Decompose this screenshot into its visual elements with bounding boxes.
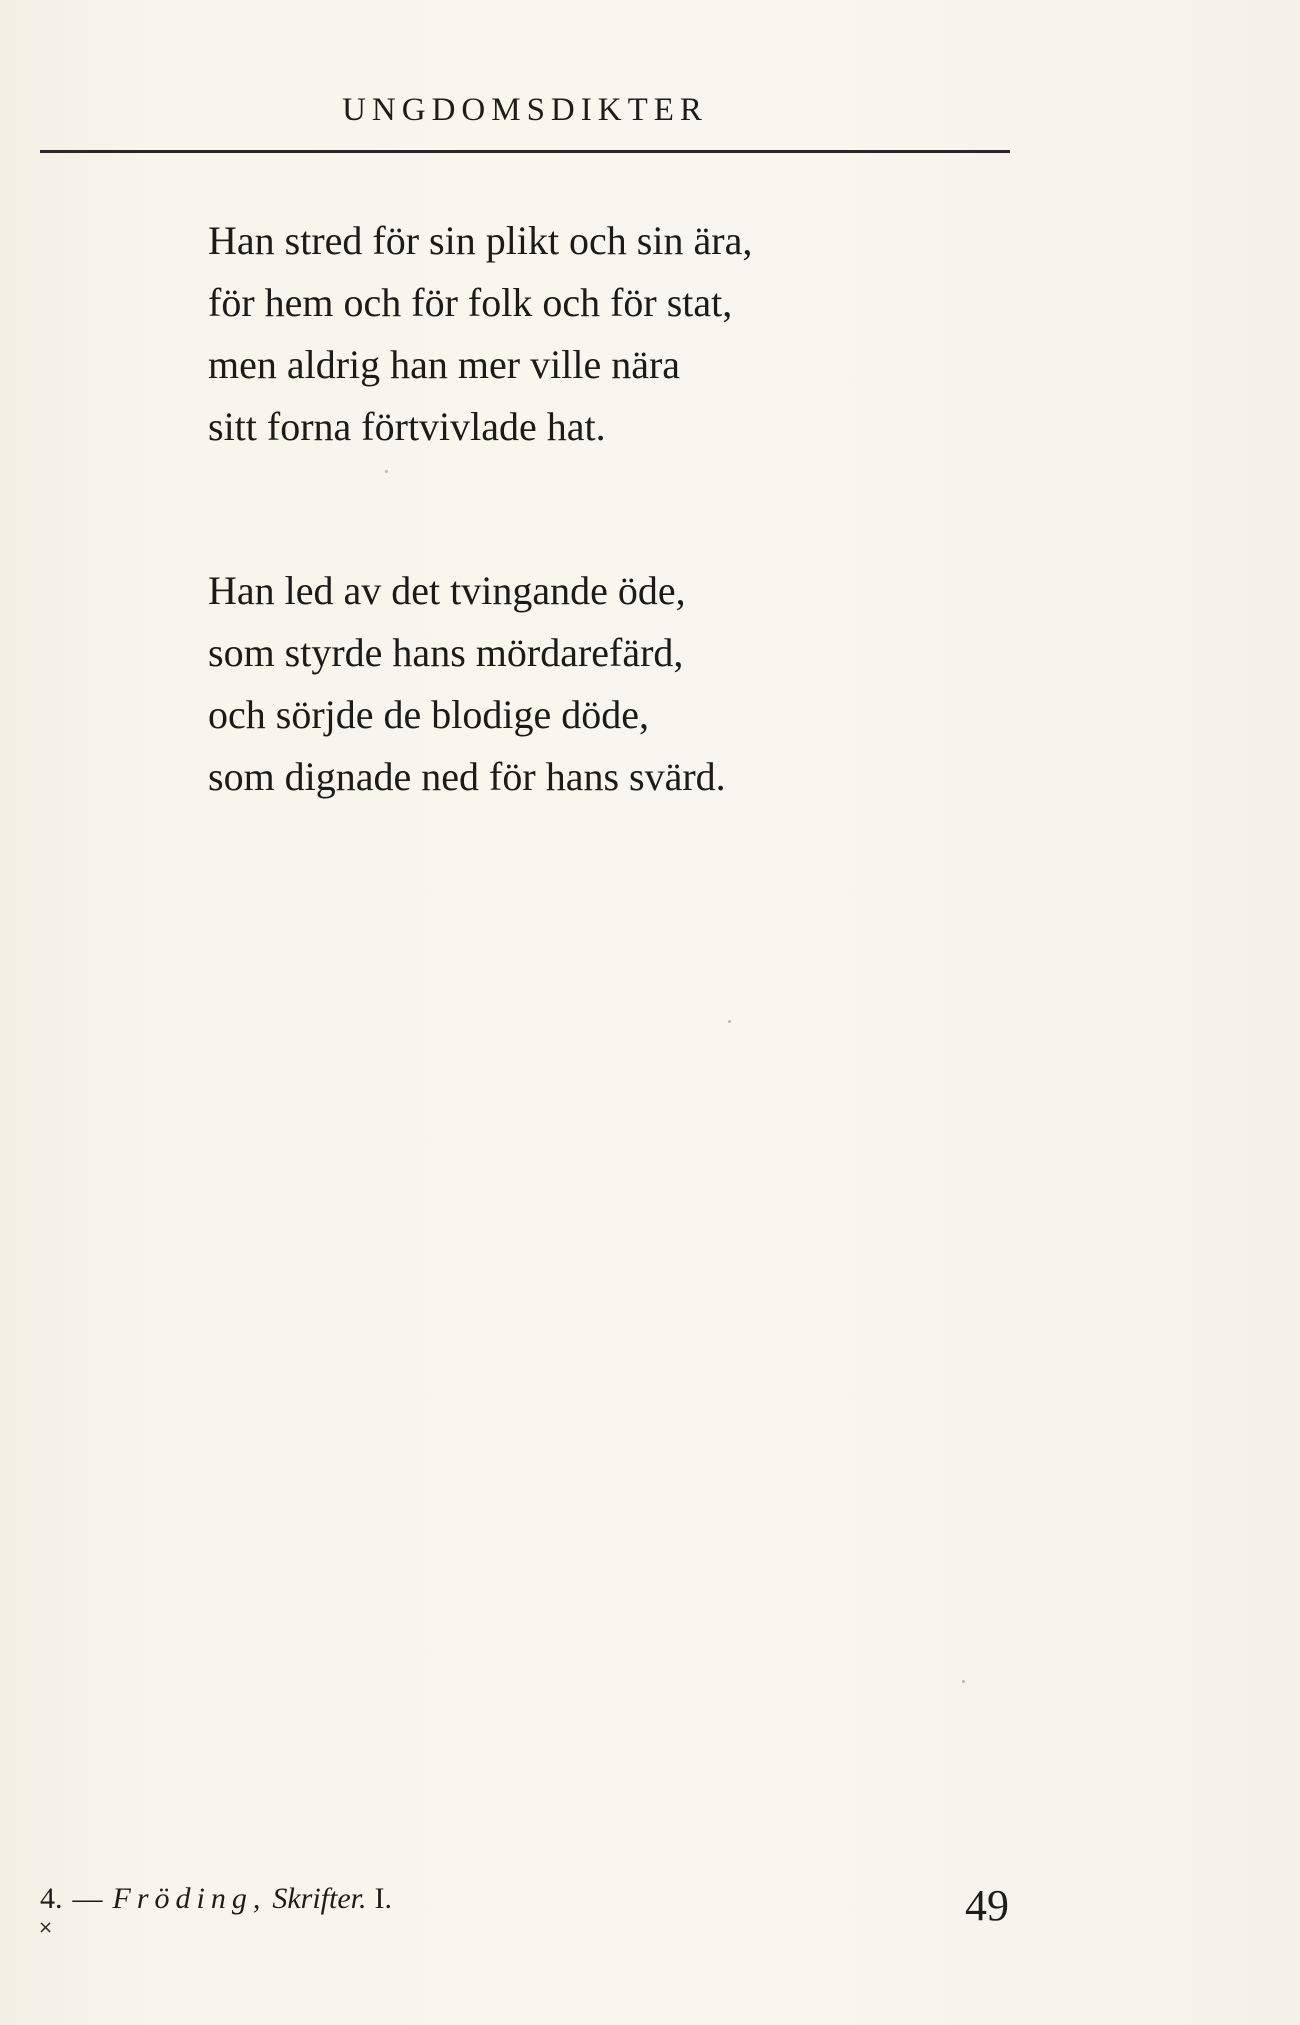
signature-volume: I. bbox=[374, 1882, 393, 1915]
signature-number: 4. bbox=[40, 1882, 63, 1915]
signature-dash: — bbox=[72, 1882, 103, 1915]
paper-speck bbox=[385, 470, 388, 473]
paper-speck bbox=[962, 1680, 965, 1683]
stanza-1 bbox=[208, 210, 752, 458]
signature-title: Skrifter. bbox=[272, 1882, 367, 1915]
header-rule bbox=[40, 150, 1010, 153]
verse-line: för hem och för folk och för stat, bbox=[208, 280, 733, 325]
stanza-2 bbox=[208, 560, 726, 808]
verse-line: som styrde hans mördarefärd, bbox=[208, 630, 684, 675]
verse-line: Han stred för sin plikt och sin ära, bbox=[208, 218, 753, 263]
paper-speck bbox=[728, 1020, 731, 1023]
signature-author: Fröding, bbox=[112, 1882, 267, 1915]
printer-signature-line bbox=[40, 1882, 392, 1916]
page-number: 49 bbox=[965, 1881, 1009, 1930]
verse-line: men aldrig han mer ville nära bbox=[208, 342, 681, 387]
verse-line: sitt forna förtvivlade hat. bbox=[208, 404, 606, 449]
running-head: UNGDOMSDIKTER bbox=[342, 92, 708, 128]
verse-line: som dignade ned för hans svärd. bbox=[208, 754, 726, 799]
verse-line: Han led av det tvingande öde, bbox=[208, 568, 686, 613]
signature-mark: × bbox=[38, 1917, 54, 1938]
verse-line: och sörjde de blodige döde, bbox=[208, 692, 649, 737]
